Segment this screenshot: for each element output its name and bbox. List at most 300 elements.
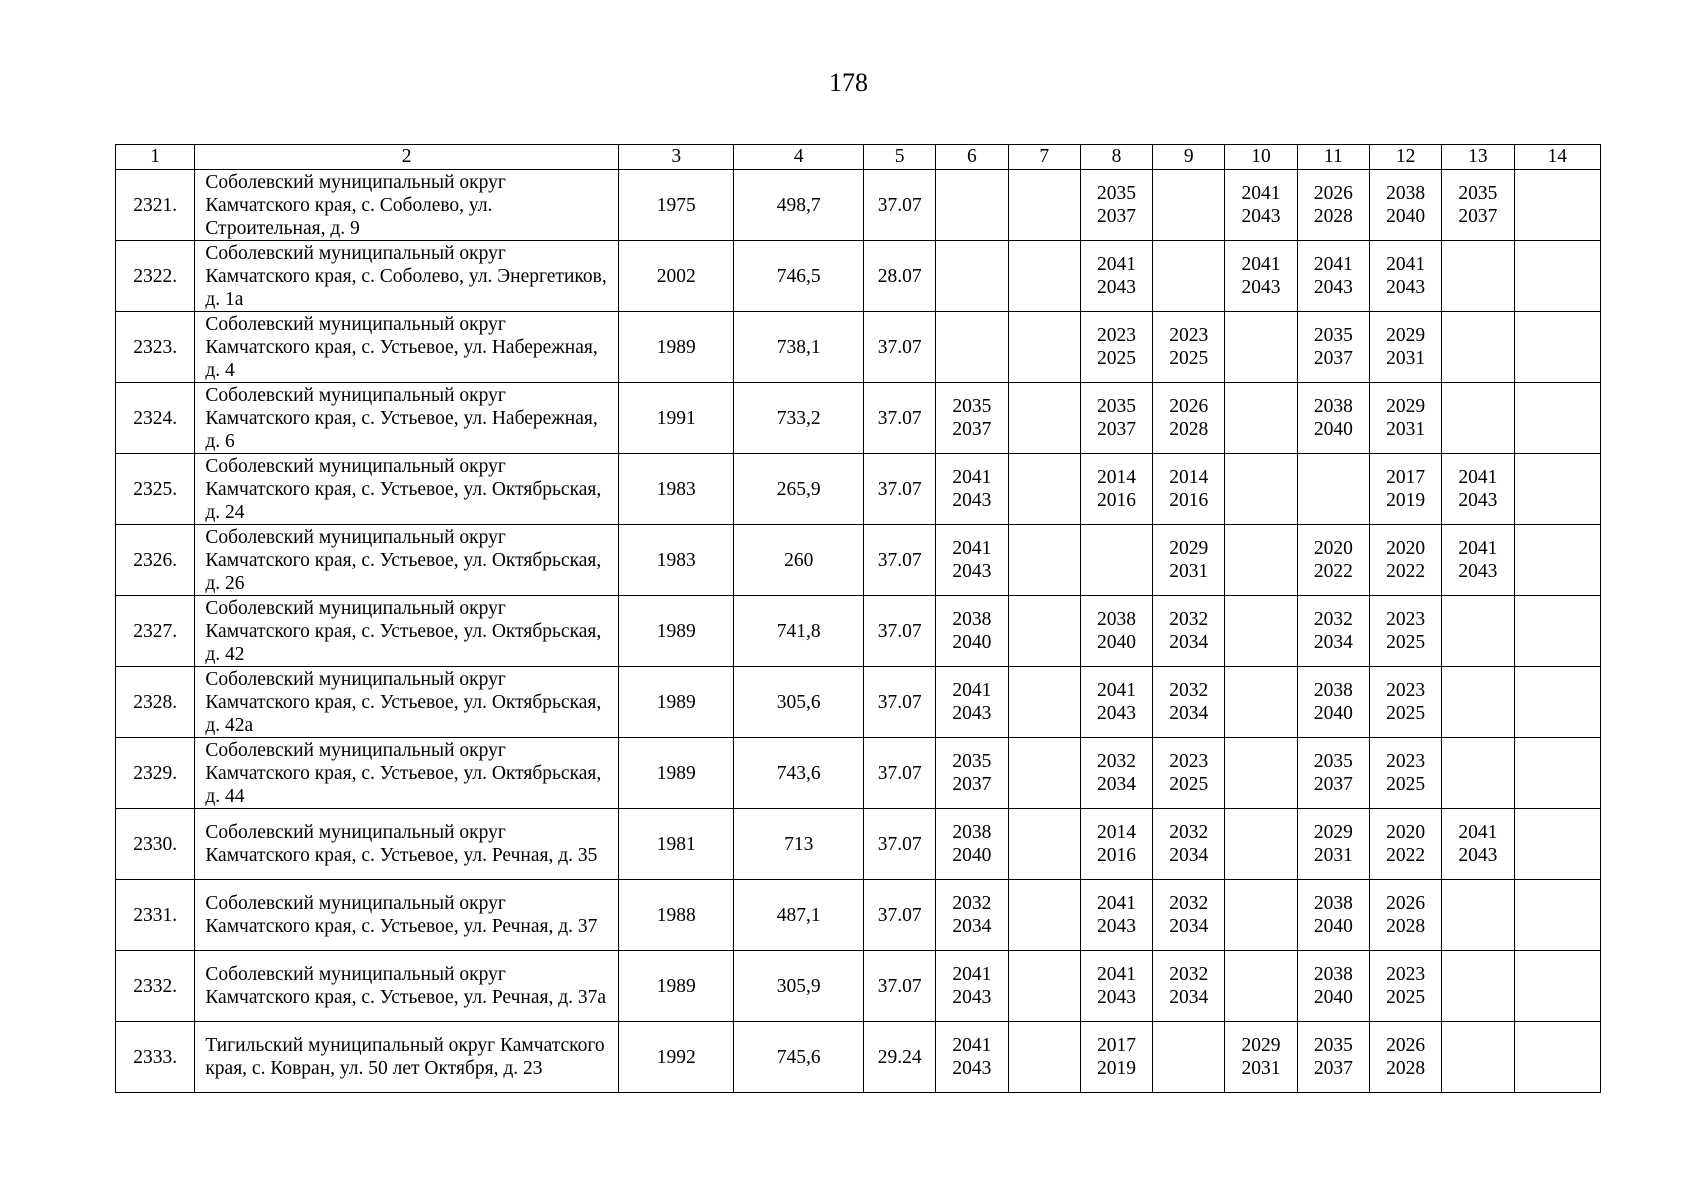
value-cell [1008,454,1080,525]
year-value: 2041 [952,680,992,701]
year-value: 2025 [1386,632,1426,653]
value-cell [1008,667,1080,738]
year-value: 2035 [1096,183,1136,204]
table-row [116,667,1601,738]
page-number: 178 [829,68,868,97]
year-value: 2029 [1241,1035,1281,1056]
year-range-cell [1080,667,1152,738]
year-value: 2040 [1313,419,1353,440]
year-value: 2040 [1096,632,1136,653]
column-number-4: 4 [734,145,864,170]
address-cell: Соболевский муниципальный округ Камчатского края, с. Устьевое, ул. Набережная, д. 4 [195,312,619,383]
header-row [116,145,1601,170]
year-value: 2032 [1169,893,1209,914]
year-value: 2032 [1169,680,1209,701]
year-value: 2041 [1241,254,1281,275]
year-value: 2041 [1313,254,1353,275]
year-range-cell [1153,596,1225,667]
table-row [116,312,1601,383]
year-value: 2041 [1096,680,1136,701]
year-value: 2026 [1386,893,1426,914]
year-range-cell [1080,738,1152,809]
year-value: 2032 [1313,609,1353,630]
address-cell: Соболевский муниципальный округ Камчатского края, с. Соболево, ул. Энергетиков, д. 1а [195,241,619,312]
year-range-cell [1369,951,1441,1022]
year-value: 2043 [1096,703,1136,724]
column-number-11: 11 [1297,145,1369,170]
year-range-cell [1297,809,1369,880]
year-value: 2019 [1096,1058,1136,1079]
year-range-cell [1297,312,1369,383]
year-value: 2037 [1096,206,1136,227]
year-range-cell [1369,738,1441,809]
year-value: 2043 [1313,277,1353,298]
year-value: 2040 [952,845,992,866]
year-value: 2035 [952,396,992,417]
year-range-cell [1369,667,1441,738]
year-value: 2043 [952,987,992,1008]
year-range-cell [1369,880,1441,951]
year-value: 2043 [1458,561,1498,582]
year-value: 2043 [952,1058,992,1079]
row-number-cell: 2324. [116,383,195,454]
year-value: 2028 [1169,419,1209,440]
year-range-cell [1297,525,1369,596]
year-value: 2019 [1386,490,1426,511]
year-range-cell [1369,1022,1441,1093]
year-value: 2041 [952,538,992,559]
value-cell [936,170,1008,241]
year-value: 2034 [1313,632,1353,653]
year-value: 2038 [1386,183,1426,204]
year-range-cell [936,880,1008,951]
year-range-cell [1153,454,1225,525]
year-value: 2023 [1169,325,1209,346]
table-row [116,596,1601,667]
year-value: 2034 [1169,703,1209,724]
value-cell [1225,312,1297,383]
year-value: 2032 [1169,822,1209,843]
year-value: 2014 [1169,467,1209,488]
year-range-cell [1369,596,1441,667]
year-range-cell [1297,1022,1369,1093]
value-cell: 733,2 [734,383,864,454]
value-cell: 1989 [619,738,734,809]
year-range-cell [1080,454,1152,525]
value-cell: 1991 [619,383,734,454]
year-value: 2034 [1169,632,1209,653]
year-value: 2035 [1313,1035,1353,1056]
year-range-cell [936,596,1008,667]
year-value: 2023 [1386,751,1426,772]
value-cell: 305,9 [734,951,864,1022]
value-cell: 738,1 [734,312,864,383]
year-range-cell [1153,951,1225,1022]
value-cell: 487,1 [734,880,864,951]
year-value: 2022 [1386,845,1426,866]
address-cell: Соболевский муниципальный округ Камчатского края, с. Устьевое, ул. Октябрьская, д. 42 [195,596,619,667]
value-cell: 37.07 [863,667,935,738]
year-range-cell [1442,454,1514,525]
value-cell: 1975 [619,170,734,241]
year-range-cell [1225,1022,1297,1093]
year-value: 2014 [1096,467,1136,488]
year-value: 2040 [1386,206,1426,227]
year-range-cell [936,1022,1008,1093]
value-cell [1153,170,1225,241]
table-row [116,241,1601,312]
year-range-cell [1153,312,1225,383]
value-cell [1442,383,1514,454]
year-value: 2035 [1313,751,1353,772]
value-cell [1514,809,1600,880]
year-value: 2043 [952,703,992,724]
year-value: 2041 [1096,254,1136,275]
value-cell [1442,667,1514,738]
value-cell [1225,667,1297,738]
year-range-cell [1442,809,1514,880]
column-number-14: 14 [1514,145,1600,170]
value-cell [1514,241,1600,312]
column-number-12: 12 [1369,145,1441,170]
year-range-cell [936,667,1008,738]
year-range-cell [1080,809,1152,880]
value-cell: 37.07 [863,312,935,383]
year-range-cell [1080,312,1152,383]
year-value: 2040 [1313,703,1353,724]
value-cell: 37.07 [863,951,935,1022]
year-value: 2043 [1096,277,1136,298]
year-value: 2016 [1096,490,1136,511]
year-value: 2038 [1313,964,1353,985]
column-number-7: 7 [1008,145,1080,170]
column-number-9: 9 [1153,145,1225,170]
value-cell [1153,241,1225,312]
address-cell: Соболевский муниципальный округ Камчатского края, с. Устьевое, ул. Октябрьская, д. 26 [195,525,619,596]
year-value: 2023 [1169,751,1209,772]
year-value: 2037 [952,774,992,795]
value-cell: 741,8 [734,596,864,667]
value-cell: 29.24 [863,1022,935,1093]
value-cell: 37.07 [863,170,935,241]
value-cell: 1981 [619,809,734,880]
year-value: 2016 [1096,845,1136,866]
year-value: 2022 [1313,561,1353,582]
value-cell: 746,5 [734,241,864,312]
value-cell [1225,738,1297,809]
value-cell [1225,454,1297,525]
value-cell: 1983 [619,454,734,525]
year-range-cell [1080,951,1152,1022]
year-range-cell [1153,667,1225,738]
year-value: 2034 [1096,774,1136,795]
value-cell: 1989 [619,312,734,383]
year-range-cell [1369,525,1441,596]
year-range-cell [1225,241,1297,312]
year-value: 2028 [1313,206,1353,227]
row-number-cell: 2332. [116,951,195,1022]
table-row [116,383,1601,454]
year-value: 2041 [1096,893,1136,914]
year-value: 2031 [1169,561,1209,582]
value-cell: 37.07 [863,525,935,596]
row-number-cell: 2322. [116,241,195,312]
value-cell [1514,951,1600,1022]
year-range-cell [1297,596,1369,667]
year-value: 2020 [1386,822,1426,843]
address-cell: Соболевский муниципальный округ Камчатского края, с. Соболево, ул. Строительная, д. 9 [195,170,619,241]
year-value: 2041 [1458,822,1498,843]
year-value: 2023 [1096,325,1136,346]
year-range-cell [1153,738,1225,809]
value-cell [1008,596,1080,667]
value-cell [1442,738,1514,809]
value-cell: 37.07 [863,596,935,667]
year-value: 2025 [1169,348,1209,369]
year-value: 2038 [1313,396,1353,417]
table-row [116,525,1601,596]
year-value: 2041 [1458,467,1498,488]
value-cell: 305,6 [734,667,864,738]
value-cell [1225,383,1297,454]
year-value: 2040 [1313,987,1353,1008]
table-row [116,1022,1601,1093]
year-value: 2023 [1386,680,1426,701]
year-value: 2029 [1386,396,1426,417]
year-range-cell [1153,880,1225,951]
year-value: 2043 [1458,490,1498,511]
column-number-1: 1 [116,145,195,170]
year-value: 2032 [1096,751,1136,772]
value-cell [1008,312,1080,383]
year-value: 2025 [1386,987,1426,1008]
value-cell [1442,596,1514,667]
value-cell [1297,454,1369,525]
value-cell [1225,951,1297,1022]
year-value: 2025 [1386,774,1426,795]
value-cell [1225,880,1297,951]
year-range-cell [1080,596,1152,667]
value-cell [1514,1022,1600,1093]
year-value: 2032 [1169,964,1209,985]
value-cell: 1989 [619,667,734,738]
year-value: 2035 [1096,396,1136,417]
value-cell [1008,809,1080,880]
year-value: 2043 [952,561,992,582]
value-cell [1008,525,1080,596]
value-cell: 1983 [619,525,734,596]
year-range-cell [1297,880,1369,951]
year-value: 2038 [1313,680,1353,701]
year-value: 2043 [1386,277,1426,298]
column-number-8: 8 [1080,145,1152,170]
address-cell: Соболевский муниципальный округ Камчатского края, с. Устьевое, ул. Речная, д. 35 [195,809,619,880]
year-value: 2043 [1241,277,1281,298]
year-range-cell [936,809,1008,880]
year-value: 2037 [1313,348,1353,369]
year-value: 2025 [1169,774,1209,795]
address-cell: Соболевский муниципальный округ Камчатского края, с. Устьевое, ул. Октябрьская, д. 24 [195,454,619,525]
column-number-3: 3 [619,145,734,170]
year-value: 2040 [1313,916,1353,937]
row-number-cell: 2329. [116,738,195,809]
year-value: 2043 [1096,987,1136,1008]
year-value: 2035 [952,751,992,772]
value-cell: 713 [734,809,864,880]
year-range-cell [1369,170,1441,241]
year-value: 2032 [1169,609,1209,630]
year-value: 2041 [952,467,992,488]
address-cell: Соболевский муниципальный округ Камчатского края, с. Устьевое, ул. Речная, д. 37а [195,951,619,1022]
column-number-13: 13 [1442,145,1514,170]
value-cell: 743,6 [734,738,864,809]
value-cell [1514,738,1600,809]
year-value: 2026 [1386,1035,1426,1056]
year-value: 2037 [952,419,992,440]
year-range-cell [1153,383,1225,454]
year-value: 2035 [1458,183,1498,204]
year-value: 2041 [952,964,992,985]
year-range-cell [1153,809,1225,880]
value-cell [1153,1022,1225,1093]
year-range-cell [1297,383,1369,454]
year-range-cell [1153,525,1225,596]
value-cell [1514,525,1600,596]
year-value: 2038 [952,822,992,843]
year-value: 2025 [1386,703,1426,724]
row-number-cell: 2331. [116,880,195,951]
year-range-cell [936,951,1008,1022]
year-value: 2034 [1169,845,1209,866]
value-cell [1225,596,1297,667]
year-range-cell [1080,170,1152,241]
year-range-cell [936,525,1008,596]
value-cell: 37.07 [863,383,935,454]
year-value: 2020 [1313,538,1353,559]
column-number-6: 6 [936,145,1008,170]
year-range-cell [1369,312,1441,383]
year-range-cell [1080,383,1152,454]
value-cell [1514,170,1600,241]
year-value: 2016 [1169,490,1209,511]
year-value: 2038 [1096,609,1136,630]
year-range-cell [1297,241,1369,312]
year-range-cell [1369,383,1441,454]
year-value: 2026 [1169,396,1209,417]
year-value: 2041 [1096,964,1136,985]
year-range-cell [1297,738,1369,809]
table-row [116,454,1601,525]
year-range-cell [1297,170,1369,241]
address-cell: Соболевский муниципальный округ Камчатского края, с. Устьевое, ул. Октябрьская, д. 44 [195,738,619,809]
year-value: 2031 [1313,845,1353,866]
row-number-cell: 2325. [116,454,195,525]
value-cell [1514,667,1600,738]
year-value: 2028 [1386,916,1426,937]
year-range-cell [1369,809,1441,880]
year-range-cell [936,738,1008,809]
year-value: 2031 [1386,348,1426,369]
year-value: 2041 [1386,254,1426,275]
year-range-cell [1080,1022,1152,1093]
year-value: 2041 [952,1035,992,1056]
value-cell: 265,9 [734,454,864,525]
year-value: 2040 [952,632,992,653]
row-number-cell: 2333. [116,1022,195,1093]
value-cell [1514,454,1600,525]
value-cell [1008,241,1080,312]
year-value: 2031 [1386,419,1426,440]
year-value: 2043 [1241,206,1281,227]
year-value: 2025 [1096,348,1136,369]
year-range-cell [1225,170,1297,241]
value-cell [1514,383,1600,454]
value-cell: 2002 [619,241,734,312]
table-row [116,738,1601,809]
row-number-cell: 2327. [116,596,195,667]
value-cell [1080,525,1152,596]
year-value: 2017 [1096,1035,1136,1056]
value-cell [1442,880,1514,951]
year-range-cell [1297,951,1369,1022]
year-range-cell [1442,170,1514,241]
value-cell [1442,951,1514,1022]
value-cell: 260 [734,525,864,596]
year-range-cell [936,454,1008,525]
year-value: 2029 [1386,325,1426,346]
year-value: 2014 [1096,822,1136,843]
value-cell [936,312,1008,383]
value-cell: 1989 [619,951,734,1022]
year-value: 2041 [1241,183,1281,204]
value-cell: 498,7 [734,170,864,241]
row-number-cell: 2323. [116,312,195,383]
value-cell [1225,809,1297,880]
year-value: 2043 [1096,916,1136,937]
address-cell: Соболевский муниципальный округ Камчатского края, с. Устьевое, ул. Октябрьская, д. 42а [195,667,619,738]
column-number-5: 5 [863,145,935,170]
value-cell: 1989 [619,596,734,667]
year-value: 2022 [1386,561,1426,582]
year-value: 2032 [952,893,992,914]
value-cell [936,241,1008,312]
row-number-cell: 2328. [116,667,195,738]
year-value: 2029 [1169,538,1209,559]
year-value: 2035 [1313,325,1353,346]
year-value: 2017 [1386,467,1426,488]
year-range-cell [1080,241,1152,312]
year-value: 2034 [1169,987,1209,1008]
column-number-2: 2 [195,145,619,170]
value-cell: 37.07 [863,738,935,809]
value-cell [1008,170,1080,241]
value-cell: 1988 [619,880,734,951]
year-value: 2037 [1096,419,1136,440]
year-value: 2034 [952,916,992,937]
year-value: 2041 [1458,538,1498,559]
value-cell [1442,312,1514,383]
year-value: 2043 [1458,845,1498,866]
year-value: 2037 [1313,1058,1353,1079]
value-cell [1442,241,1514,312]
value-cell [1514,312,1600,383]
year-value: 2023 [1386,609,1426,630]
table-row [116,809,1601,880]
value-cell: 37.07 [863,809,935,880]
year-value: 2034 [1169,916,1209,937]
address-cell: Тигильский муниципальный округ Камчатского края, с. Ковран, ул. 50 лет Октября, д. 23 [195,1022,619,1093]
value-cell [1008,383,1080,454]
